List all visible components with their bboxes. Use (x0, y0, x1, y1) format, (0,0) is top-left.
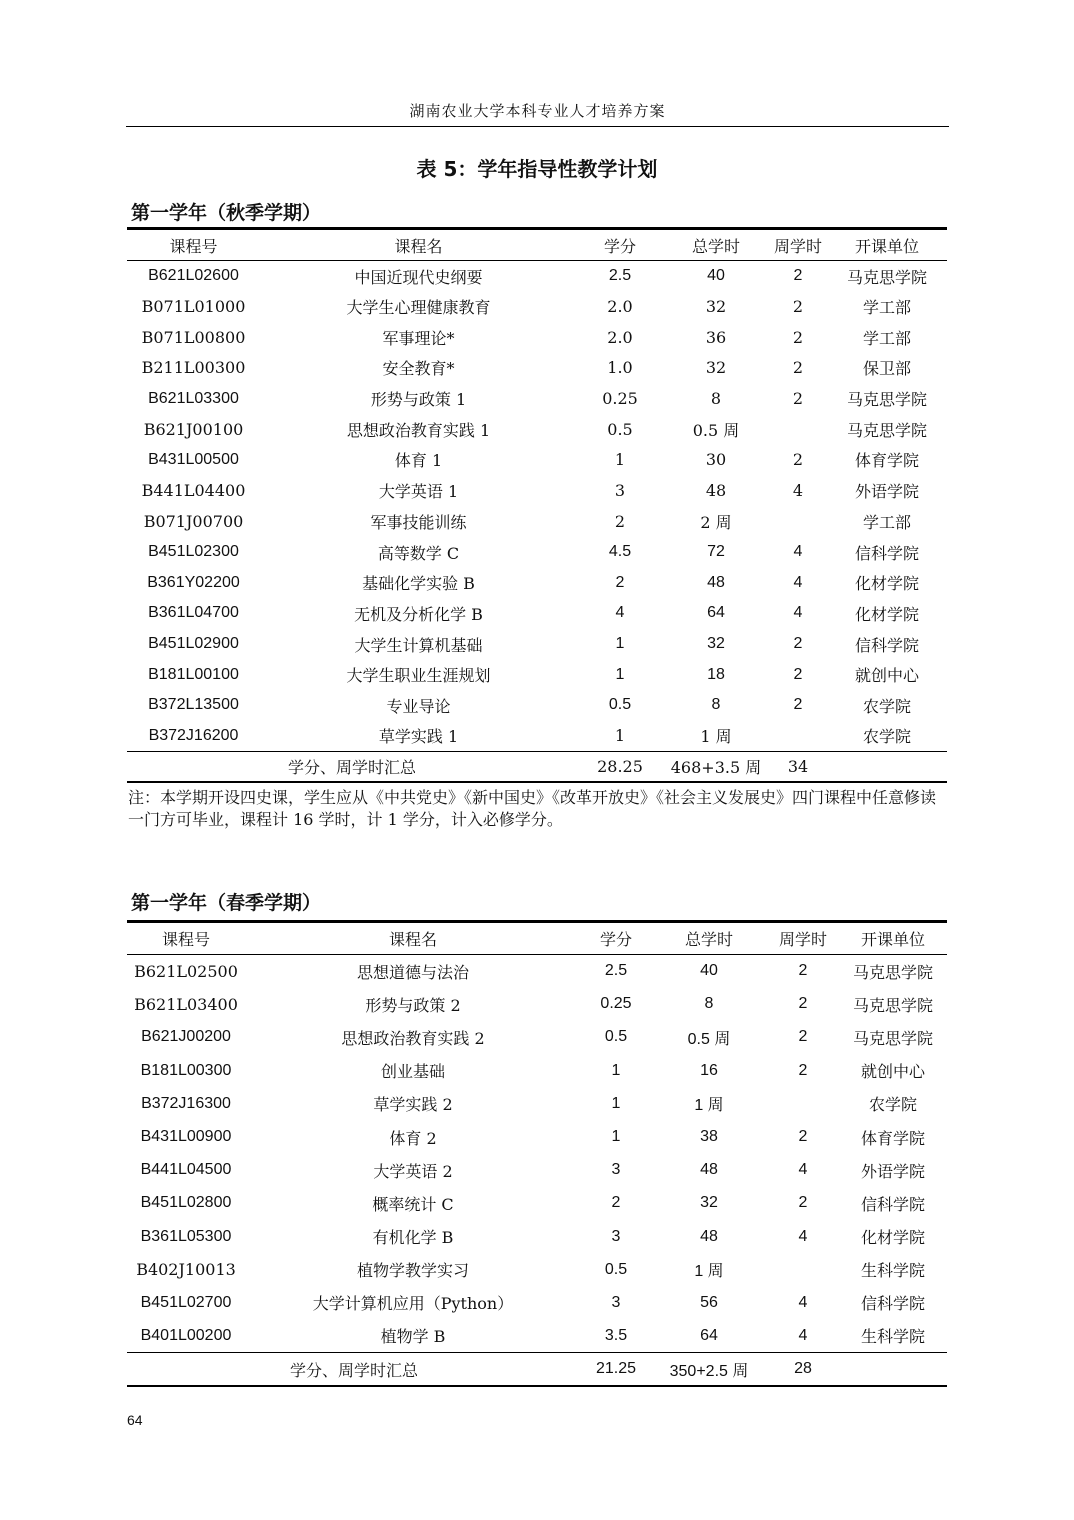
department-cell: 农学院 (862, 696, 911, 716)
total-hours-cell: 2 周 (700, 512, 732, 532)
column-header-course-code: 课程号 (169, 236, 218, 256)
course-code-cell: B361Y02200 (147, 573, 240, 591)
course-name-cell: 草学实践 1 (378, 727, 459, 747)
course-code-cell: B451L02300 (148, 543, 239, 561)
table-header-row (127, 229, 947, 261)
course-code-cell: B402J10013 (136, 1260, 236, 1280)
weekly-hours-cell (769, 414, 827, 445)
course-name-cell: 植物学教学实习 (356, 1261, 469, 1281)
department-cell: 化材学院 (854, 574, 919, 594)
total-hours-cell: 38 (700, 1128, 718, 1146)
weekly-hours-cell: 2 (793, 635, 803, 653)
document-title: 表 5：学年指导性教学计划 (416, 157, 658, 181)
column-header-course-code: 课程号 (161, 930, 210, 949)
weekly-hours-cell: 2 (792, 297, 804, 317)
total-hours-cell: 8 (710, 389, 722, 409)
table-row (127, 537, 947, 568)
credits-cell: 0.5 (604, 1028, 628, 1046)
table-row (127, 690, 947, 721)
summary-credits: 21.25 (595, 1360, 637, 1378)
course-name-cell: 体育 1 (394, 451, 443, 471)
credits-cell: 0.5 (608, 696, 632, 714)
page-number: 64 (127, 1412, 143, 1428)
table-row (127, 1154, 947, 1187)
weekly-hours-cell: 4 (798, 1293, 808, 1311)
department-cell: 生科学院 (860, 1261, 925, 1281)
course-name-cell: 无机及分析化学 B (354, 604, 483, 624)
weekly-hours-cell: 2 (798, 1061, 808, 1079)
total-hours-cell: 8 (704, 995, 714, 1013)
course-code-cell: B071L01000 (141, 297, 246, 317)
course-code-cell: B181L00300 (140, 1061, 232, 1079)
summary-label: 学分、周学时汇总 (287, 758, 416, 778)
course-code-cell: B441L04400 (141, 481, 246, 501)
total-hours-cell: 32 (700, 1194, 718, 1212)
total-hours-cell: 48 (705, 481, 727, 501)
total-hours-cell: 48 (700, 1161, 718, 1179)
credits-cell: 1 (611, 1128, 621, 1146)
spring-course-table (127, 920, 947, 1387)
credits-cell: 0.5 (604, 1260, 628, 1278)
credits-cell: 0.25 (600, 995, 632, 1013)
department-cell: 生科学院 (860, 1327, 925, 1347)
course-name-cell: 大学生职业生涯规划 (346, 666, 491, 686)
table-row (127, 322, 947, 353)
course-name-cell: 大学英语 1 (378, 482, 459, 502)
weekly-hours-cell: 2 (793, 267, 803, 285)
column-header-course-name: 课程名 (388, 930, 437, 949)
page-header: 湖南农业大学本科专业人才培养方案 (126, 100, 949, 127)
credits-cell: 3 (611, 1161, 621, 1179)
course-code-cell: B451L02900 (148, 635, 239, 653)
column-header-department: 开课单位 (860, 930, 925, 949)
credits-cell: 3.5 (604, 1326, 628, 1344)
credits-cell: 3 (614, 481, 626, 501)
total-hours-cell: 30 (705, 450, 727, 470)
department-cell: 马克思学院 (846, 267, 927, 287)
course-name-cell: 军事理论* (382, 328, 455, 348)
weekly-hours-cell (769, 506, 827, 537)
total-hours-cell: 1 周 (700, 727, 732, 747)
course-code-cell: B621L02600 (148, 267, 239, 285)
table-row (127, 1187, 947, 1220)
table-row (127, 1220, 947, 1253)
course-code-cell: B451L02700 (140, 1293, 232, 1311)
autumn-course-table (127, 227, 947, 783)
column-header-department: 开课单位 (854, 236, 919, 256)
weekly-hours-cell (767, 1253, 839, 1286)
total-hours-cell: 40 (700, 962, 718, 980)
summary-credits: 28.25 (597, 757, 643, 777)
course-name-cell: 思想道德与法治 (356, 962, 469, 982)
course-name-cell: 专业导论 (386, 696, 451, 716)
column-header-total-hours: 总学时 (691, 236, 740, 256)
table-row (127, 1054, 947, 1087)
weekly-hours-cell: 4 (793, 573, 803, 591)
summary-empty-cell (827, 752, 947, 783)
department-cell: 信科学院 (860, 1194, 925, 1214)
course-name-cell: 有机化学 B (372, 1228, 454, 1248)
credits-cell: 2.0 (607, 327, 633, 347)
course-code-cell: B621L02500 (134, 961, 238, 981)
credits-cell: 1 (615, 665, 625, 683)
total-hours-cell: 1 周 (694, 1097, 724, 1115)
course-name-cell: 大学计算机应用（Python） (312, 1294, 514, 1314)
department-cell: 就创中心 (854, 666, 919, 686)
credits-cell: 2 (615, 573, 625, 591)
course-code-cell: B621J00200 (141, 1028, 231, 1046)
total-hours-cell: 36 (705, 327, 727, 347)
course-name-cell: 植物学 B (380, 1327, 446, 1347)
total-hours-cell: 0.5 周 (687, 1030, 731, 1048)
weekly-hours-cell: 2 (793, 665, 803, 683)
credits-cell: 1 (615, 635, 625, 653)
weekly-hours-cell: 4 (792, 481, 804, 501)
credits-cell: 4.5 (608, 543, 632, 561)
table-row (127, 506, 947, 537)
course-code-cell: B431L00500 (148, 450, 239, 468)
weekly-hours-cell: 4 (798, 1227, 808, 1245)
table-row (127, 1021, 947, 1054)
total-hours-cell: 18 (707, 665, 725, 683)
table-header-row (127, 922, 947, 955)
weekly-hours-cell (767, 1087, 839, 1120)
department-cell: 学工部 (862, 298, 911, 318)
department-cell: 外语学院 (860, 1161, 925, 1181)
department-cell: 学工部 (862, 328, 911, 348)
total-hours-cell: 32 (707, 635, 725, 653)
department-cell: 马克思学院 (852, 1028, 933, 1048)
course-code-cell: B621L03400 (134, 994, 238, 1014)
department-cell: 农学院 (862, 727, 911, 747)
course-code-cell: B441L04500 (140, 1161, 232, 1179)
section-title-autumn: 第一学年（秋季学期） (131, 202, 322, 224)
total-hours-cell: 40 (707, 267, 725, 285)
section-title-spring: 第一学年（春季学期） (131, 892, 322, 914)
department-cell: 体育学院 (860, 1128, 925, 1148)
column-header-course-name: 课程名 (394, 236, 443, 256)
summary-weekly-hours: 28 (794, 1360, 812, 1378)
column-header-weekly-hours: 周学时 (778, 930, 827, 949)
table-row (127, 1087, 947, 1120)
weekly-hours-cell: 2 (798, 1028, 808, 1046)
course-code-cell: B621J00100 (143, 419, 244, 439)
course-name-cell: 体育 2 (389, 1128, 437, 1148)
table-row (127, 261, 947, 292)
department-cell: 就创中心 (860, 1062, 925, 1082)
credits-cell: 1 (614, 450, 626, 470)
table-body (127, 261, 947, 752)
course-name-cell: 大学生心理健康教育 (346, 298, 491, 318)
course-code-cell: B401L00200 (140, 1326, 232, 1344)
total-hours-cell: 56 (700, 1293, 718, 1311)
department-cell: 马克思学院 (846, 390, 927, 410)
total-hours-cell: 48 (707, 573, 725, 591)
department-cell: 学工部 (862, 512, 911, 532)
table-row (127, 383, 947, 414)
credits-cell: 3 (611, 1227, 621, 1245)
table-row (127, 475, 947, 506)
column-header-credits: 学分 (603, 236, 636, 256)
table-row (127, 1120, 947, 1153)
course-name-cell: 大学生计算机基础 (354, 635, 483, 655)
total-hours-cell: 0.5 周 (692, 420, 740, 440)
table-row (127, 988, 947, 1021)
table-row (127, 567, 947, 598)
table-row (127, 414, 947, 445)
table-row (127, 721, 947, 752)
course-name-cell: 大学英语 2 (373, 1161, 453, 1181)
course-code-cell: B431L00900 (140, 1128, 232, 1146)
credits-cell: 1 (611, 1061, 621, 1079)
column-header-total-hours: 总学时 (684, 930, 733, 949)
credits-cell: 0.5 (607, 419, 633, 439)
summary-total-hours: 350+2.5 周 (669, 1362, 749, 1380)
course-name-cell: 思想政治教育实践 2 (341, 1028, 485, 1048)
table-row (127, 955, 947, 988)
weekly-hours-cell: 2 (792, 358, 804, 378)
department-cell: 信科学院 (860, 1294, 925, 1314)
column-header-weekly-hours: 周学时 (773, 236, 822, 256)
weekly-hours-cell: 4 (798, 1161, 808, 1179)
total-hours-cell: 48 (700, 1227, 718, 1245)
course-code-cell: B181L00100 (148, 665, 239, 683)
course-code-cell: B451L02800 (140, 1194, 232, 1212)
course-code-cell: B372L13500 (148, 696, 239, 714)
department-cell: 信科学院 (854, 543, 919, 563)
course-name-cell: 草学实践 2 (373, 1095, 453, 1115)
weekly-hours-cell: 2 (792, 450, 804, 470)
department-cell: 马克思学院 (852, 962, 933, 982)
table-row (127, 659, 947, 690)
weekly-hours-cell: 4 (793, 604, 803, 622)
credits-cell: 1 (611, 1094, 621, 1112)
weekly-hours-cell: 2 (798, 1194, 808, 1212)
total-hours-cell: 8 (711, 696, 721, 714)
credits-cell: 2.0 (607, 297, 633, 317)
credits-cell: 2.5 (608, 267, 632, 285)
credits-cell: 0.25 (602, 389, 638, 409)
course-name-cell: 概率统计 C (372, 1194, 454, 1214)
table-row (127, 291, 947, 322)
credits-cell: 2 (611, 1194, 621, 1212)
semester-note: 注：本学期开设四史课，学生应从《中共党史》《新中国史》《改革开放史》《社会主义发展史》四门课程中任意修读一门方可毕业，课程计 16 学时，计 1 学分，计入必修学分。 (128, 788, 937, 829)
credits-cell: 1 (614, 726, 626, 746)
course-code-cell: B071J00700 (143, 511, 244, 531)
total-hours-cell: 72 (707, 543, 725, 561)
table-row (127, 445, 947, 476)
credits-cell: 4 (615, 604, 625, 622)
table-body (127, 955, 947, 1353)
department-cell: 化材学院 (854, 604, 919, 624)
course-name-cell: 思想政治教育实践 1 (346, 420, 491, 440)
credits-cell: 2.5 (604, 962, 628, 980)
summary-empty-cell (839, 1353, 947, 1386)
course-code-cell: B361L04700 (148, 604, 239, 622)
summary-weekly-hours: 34 (787, 757, 809, 777)
department-cell: 体育学院 (854, 451, 919, 471)
total-hours-cell: 1 周 (694, 1263, 724, 1281)
credits-cell: 2 (614, 511, 626, 531)
course-code-cell: B211L00300 (141, 358, 246, 378)
table-row (127, 598, 947, 629)
weekly-hours-cell: 4 (793, 543, 803, 561)
weekly-hours-cell: 2 (792, 389, 804, 409)
weekly-hours-cell (769, 721, 827, 752)
total-hours-cell: 32 (705, 297, 727, 317)
department-cell: 马克思学院 (846, 420, 927, 440)
course-name-cell: 高等数学 C (377, 543, 460, 563)
course-name-cell: 基础化学实验 B (362, 574, 475, 594)
credits-cell: 1.0 (607, 358, 633, 378)
total-hours-cell: 16 (700, 1061, 718, 1079)
course-code-cell: B071L00800 (141, 327, 246, 347)
weekly-hours-cell: 2 (798, 1128, 808, 1146)
summary-row (127, 752, 947, 783)
credits-cell: 3 (611, 1293, 621, 1311)
department-cell: 农学院 (868, 1095, 917, 1115)
total-hours-cell: 32 (705, 358, 727, 378)
total-hours-cell: 64 (707, 604, 725, 622)
department-cell: 信科学院 (854, 635, 919, 655)
department-cell: 化材学院 (860, 1228, 925, 1248)
column-header-credits: 学分 (599, 930, 632, 949)
course-name-cell: 形势与政策 1 (370, 390, 467, 410)
course-code-cell: B372J16200 (148, 726, 239, 744)
summary-row (127, 1353, 947, 1386)
weekly-hours-cell: 2 (798, 962, 808, 980)
table-row (127, 629, 947, 660)
table-row (127, 1253, 947, 1286)
table-row (127, 1286, 947, 1319)
course-name-cell: 形势与政策 2 (365, 995, 461, 1015)
course-code-cell: B621L03300 (148, 389, 239, 407)
course-code-cell: B372J16300 (141, 1094, 231, 1112)
weekly-hours-cell: 2 (792, 327, 804, 347)
weekly-hours-cell: 4 (798, 1326, 808, 1344)
course-name-cell: 中国近现代史纲要 (354, 267, 483, 287)
weekly-hours-cell: 2 (798, 995, 808, 1013)
summary-total-hours: 468+3.5 周 (670, 758, 762, 778)
total-hours-cell: 64 (700, 1326, 718, 1344)
department-cell: 保卫部 (862, 359, 911, 379)
weekly-hours-cell: 2 (793, 696, 803, 714)
department-cell: 马克思学院 (852, 995, 933, 1015)
department-cell: 外语学院 (854, 482, 919, 502)
summary-label: 学分、周学时汇总 (289, 1360, 418, 1380)
course-name-cell: 安全教育* (382, 359, 455, 379)
course-name-cell: 军事技能训练 (370, 512, 467, 532)
course-code-cell: B361L05300 (140, 1227, 232, 1245)
course-name-cell: 创业基础 (380, 1062, 445, 1082)
table-row (127, 1320, 947, 1353)
table-row (127, 353, 947, 384)
